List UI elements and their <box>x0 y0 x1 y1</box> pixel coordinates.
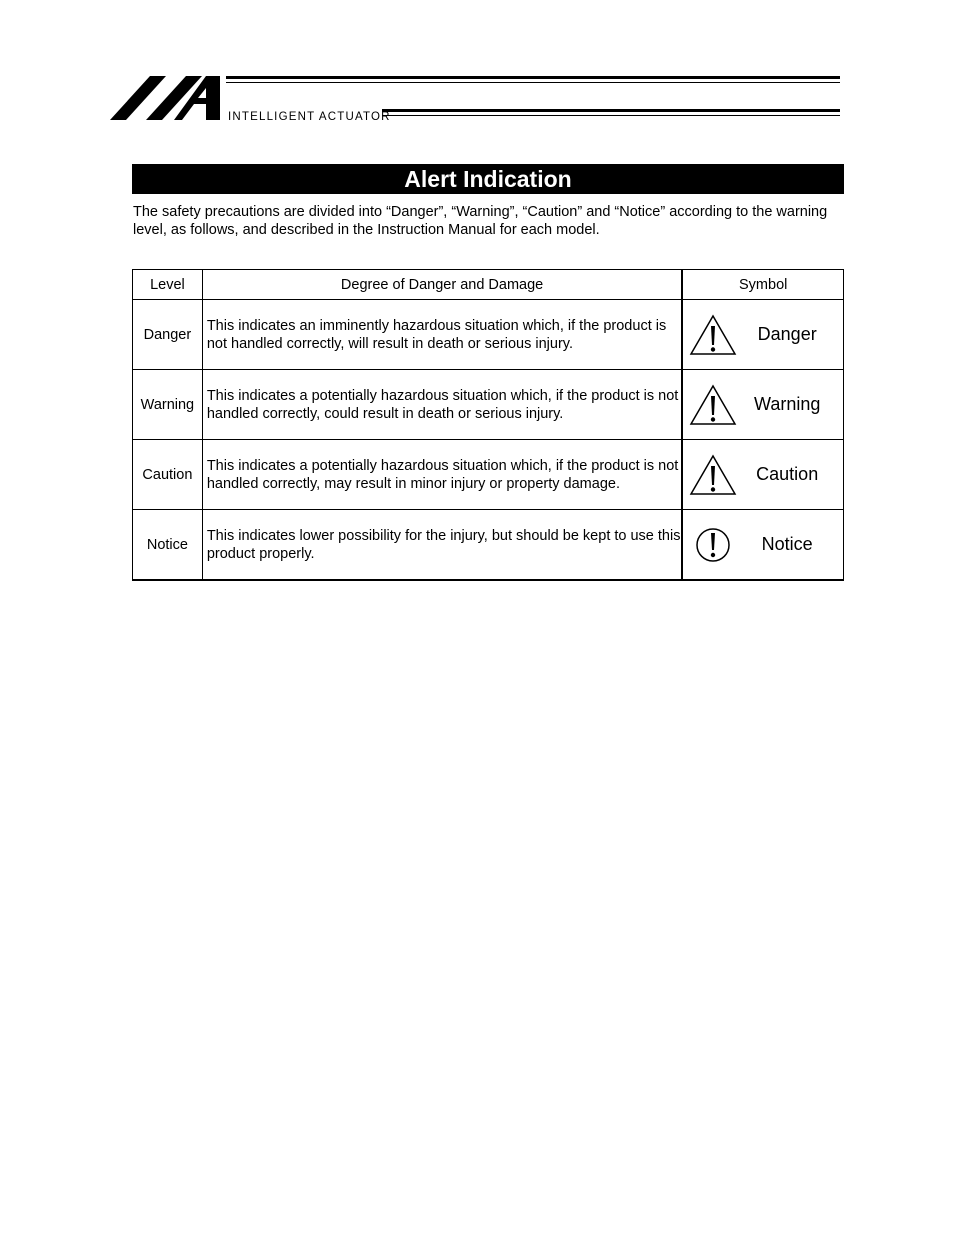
warning-triangle-icon <box>689 384 737 426</box>
table-row <box>133 510 844 581</box>
page-header <box>110 72 842 126</box>
page-title: Alert Indication <box>132 164 844 194</box>
header-symbol: Symbol <box>682 270 843 300</box>
header-rule <box>226 82 840 83</box>
description-cell: This indicates lower possibility for the injury, but should be kept to use this product properly. <box>202 510 682 581</box>
symbol-label: Caution <box>756 464 819 484</box>
table-row <box>133 440 844 510</box>
header-rule <box>382 109 840 112</box>
symbol-cell <box>682 300 843 370</box>
level-cell: Warning <box>133 370 203 440</box>
table-row <box>133 370 844 440</box>
alert-table <box>132 269 844 581</box>
symbol-label: Notice <box>761 534 813 554</box>
symbol-cell <box>682 370 843 440</box>
description-cell: This indicates an imminently hazardous situation which, if the product is not handled correctly, will result in death or serious injury. <box>202 300 682 370</box>
level-cell: Danger <box>133 300 203 370</box>
exclamation-circle-icon <box>689 524 737 566</box>
table-header-row <box>133 270 844 300</box>
symbol-label: Warning <box>754 394 821 414</box>
iai-logo-icon <box>110 74 222 122</box>
header-degree: Degree of Danger and Damage <box>202 270 682 300</box>
header-level: Level <box>133 270 203 300</box>
header-rule <box>226 76 840 79</box>
symbol-cell <box>682 440 843 510</box>
symbol-cell <box>682 510 843 581</box>
symbol-label: Danger <box>757 324 817 344</box>
header-rule <box>382 115 840 116</box>
description-cell: This indicates a potentially hazardous situation which, if the product is not handled correctly, could result in death or serious injury. <box>202 370 682 440</box>
warning-triangle-icon <box>689 314 737 356</box>
intro-paragraph: The safety precautions are divided into “Danger”, “Warning”, “Caution” and “Notice” according to the warning level, as follows, and described in the Instruction Manual for each model. <box>133 204 828 238</box>
brand-text: INTELLIGENT ACTUATOR <box>228 111 391 123</box>
level-cell: Notice <box>133 510 203 581</box>
level-cell: Caution <box>133 440 203 510</box>
description-cell: This indicates a potentially hazardous situation which, if the product is not handled correctly, may result in minor injury or property damage. <box>202 440 682 510</box>
table-row <box>133 300 844 370</box>
warning-triangle-icon <box>689 454 737 496</box>
